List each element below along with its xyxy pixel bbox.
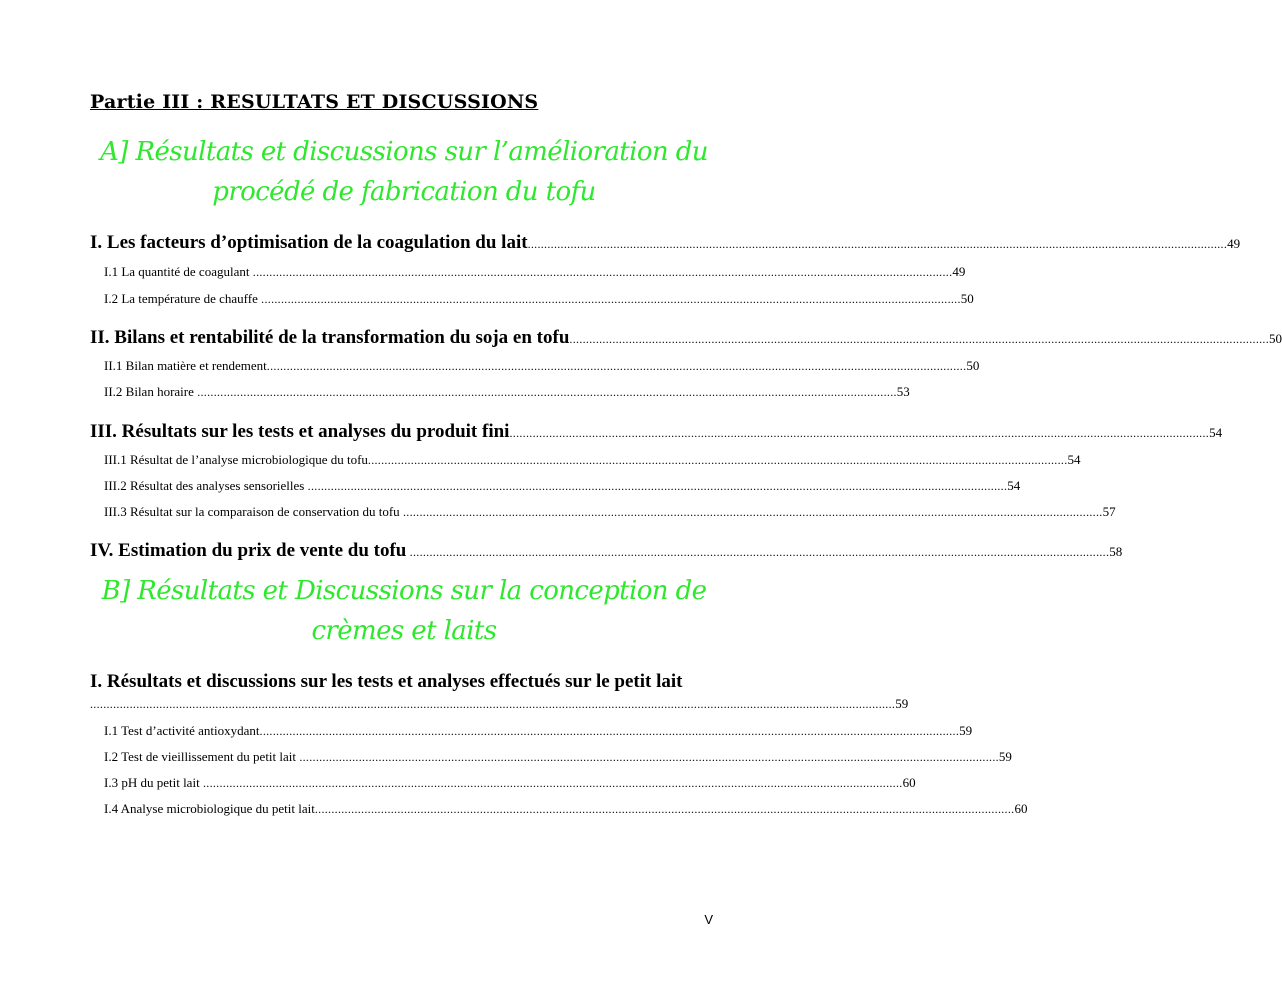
page-number: V [704, 912, 713, 927]
toc-label: IV. Estimation du prix de vente du tofu [90, 540, 407, 561]
section-b-title [90, 571, 718, 651]
toc-page: 59 [959, 723, 973, 738]
toc-page: 60 [1014, 801, 1028, 816]
toc-page: 50 [1269, 331, 1282, 346]
toc-label: II. Bilans et rentabilité de la transformation du soja en tofu [90, 327, 570, 348]
section-a-title-line2: procédé de fabrication du tofu [212, 177, 596, 207]
toc-page: 59 [895, 696, 909, 711]
toc-entry-B-I-3[interactable]: I.3 pH du petit lait .................................................................................................................................................................................................................... 60 [104, 775, 916, 790]
toc-entry-I-2[interactable]: I.2 La température de chauffe .................................................................................................................................................................................................................... 50 [104, 291, 974, 306]
toc-label: I. Les facteurs d’optimisation de la coagulation du lait [90, 232, 528, 253]
part-title: Partie III : RESULTATS ET DISCUSSIONS [90, 91, 539, 113]
toc-entry-III-2[interactable]: III.2 Résultat des analyses sensorielles .................................................................................................................................................................................................................... 54 [104, 478, 1021, 493]
toc-page: 54 [1067, 452, 1081, 467]
toc-entry-B-I-1[interactable]: I.1 Test d’activité antioxydant .................................................................................................................................................................................................................... 59 [104, 723, 973, 738]
toc-label: III. Résultats sur les tests et analyses du produit fini [90, 421, 510, 442]
toc-entry-II[interactable]: II. Bilans et rentabilité de la transformation du soja en tofu .................................................................................................................................................................................................................... 50 [90, 327, 1282, 348]
section-b-title-line1: B] Résultats et Discussions sur la conception de [101, 576, 707, 606]
toc-entry-IV[interactable]: IV. Estimation du prix de vente du tofu .................................................................................................................................................................................................................... 58 [90, 540, 1123, 561]
section-a-title-line1: A] Résultats et discussions sur l’amélioration du [100, 137, 708, 167]
toc-label: I.2 La température de chauffe [104, 291, 258, 306]
toc-page: 60 [902, 775, 916, 790]
toc-entry-I-1[interactable]: I.1 La quantité de coagulant .................................................................................................................................................................................................................... 49 [104, 264, 966, 279]
toc-page: 54 [1209, 425, 1223, 440]
toc-page: 58 [1109, 544, 1123, 559]
toc-label: I.1 Test d’activité antioxydant [104, 723, 260, 738]
toc-page: 49 [1227, 236, 1241, 251]
toc-page: 54 [1007, 478, 1021, 493]
toc-label: II.1 Bilan matière et rendement [104, 358, 267, 373]
toc-label: III.2 Résultat des analyses sensorielles [104, 478, 305, 493]
toc-label: I.4 Analyse microbiologique du petit lait [104, 801, 315, 816]
section-a-title [90, 132, 718, 212]
toc-entry-III[interactable]: III. Résultats sur les tests et analyses du produit fini .................................................................................................................................................................................................................... 54 [90, 421, 1223, 442]
toc-label: III.3 Résultat sur la comparaison de conservation du tofu [104, 504, 400, 519]
toc-page: 57 [1102, 504, 1116, 519]
toc-entry-III-3[interactable]: III.3 Résultat sur la comparaison de conservation du tofu .................................................................................................................................................................................................................... 57 [104, 504, 1116, 519]
toc-entry-B-I-2[interactable]: I.2 Test de vieillissement du petit lait .................................................................................................................................................................................................................... 59 [104, 749, 1012, 764]
toc-label: II.2 Bilan horaire [104, 384, 194, 399]
toc-page: 53 [896, 384, 910, 399]
toc-entry-III-1[interactable]: III.1 Résultat de l’analyse microbiologique du tofu .................................................................................................................................................................................................................... 54 [104, 452, 1081, 467]
toc-label: I. Résultats et discussions sur les tests et analyses effectués sur le petit lait [90, 671, 683, 692]
toc-entry-II-2[interactable]: II.2 Bilan horaire .................................................................................................................................................................................................................... 53 [104, 384, 910, 399]
toc-label: I.1 La quantité de coagulant [104, 264, 250, 279]
toc-page: 59 [998, 749, 1012, 764]
toc-label: I.2 Test de vieillissement du petit lait [104, 749, 297, 764]
toc-page: 49 [952, 264, 966, 279]
section-b-title-line2: crèmes et laits [311, 616, 497, 646]
toc-entry-I[interactable]: I. Les facteurs d’optimisation de la coagulation du lait .................................................................................................................................................................................................................... 49 [90, 232, 1241, 253]
toc-page: 50 [960, 291, 974, 306]
toc-page: 50 [966, 358, 980, 373]
toc-entry-B-I-4[interactable]: I.4 Analyse microbiologique du petit lait .................................................................................................................................................................................................................... 60 [104, 801, 1028, 816]
toc-label: III.1 Résultat de l’analyse microbiologique du tofu [104, 452, 368, 467]
toc-label: I.3 pH du petit lait [104, 775, 200, 790]
toc-entry-II-1[interactable]: II.1 Bilan matière et rendement .................................................................................................................................................................................................................... 50 [104, 358, 980, 373]
